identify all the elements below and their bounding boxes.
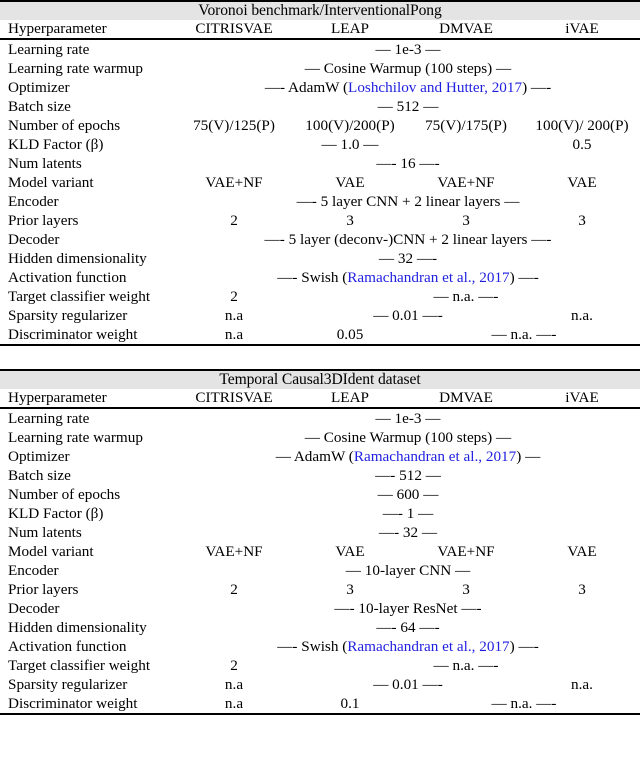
citation-suffix: ) —- <box>509 638 539 655</box>
citation-prefix: —- Swish ( <box>277 269 348 286</box>
row-value: 2 <box>230 288 238 305</box>
table-row <box>0 447 640 466</box>
row-value: — 0.01 —- <box>373 676 443 693</box>
row-label-activation-function: Activation function <box>8 638 127 655</box>
row-value-citation <box>176 78 640 97</box>
row-value-span: —- 10-layer ResNet —- <box>334 600 482 617</box>
row-value-span: —- 1 — <box>382 505 434 522</box>
row-value-span: —- 64 —- <box>376 619 440 636</box>
row-label-learning-rate-warmup: Learning rate warmup <box>8 60 143 77</box>
row-value: — n.a. —- <box>433 288 499 305</box>
column-header-ivae: iVAE <box>565 20 599 37</box>
table-row <box>0 408 640 428</box>
row-label-model-variant: Model variant <box>8 543 94 560</box>
row-value: 75(V)/125(P) <box>193 117 275 134</box>
column-header-hyperparameter: Hyperparameter <box>8 20 107 37</box>
row-value-citation <box>176 637 640 656</box>
row-label-encoder: Encoder <box>8 193 59 210</box>
row-value: — 1.0 — <box>321 136 379 153</box>
row-label-num-latents: Num latents <box>8 155 82 172</box>
table-row <box>0 39 640 59</box>
row-value: VAE <box>567 174 597 191</box>
column-header-row <box>0 20 640 38</box>
table-row <box>0 325 640 345</box>
rule-cell <box>0 714 640 715</box>
row-label-number-of-epochs: Number of epochs <box>8 117 121 134</box>
hyperparameter-table-0 <box>0 0 640 346</box>
table-row <box>0 154 640 173</box>
row-label-batch-size: Batch size <box>8 467 71 484</box>
row-value: 3 <box>346 581 354 598</box>
row-value-span: —- 512 — <box>375 467 441 484</box>
row-value: n.a <box>224 307 244 324</box>
row-value: 100(V)/ 200(P) <box>535 117 629 134</box>
row-label-decoder: Decoder <box>8 231 60 248</box>
row-value: 3 <box>578 212 586 229</box>
table-row <box>0 287 640 306</box>
row-label-prior-layers: Prior layers <box>8 581 79 598</box>
row-label-kld-factor: KLD Factor (β) <box>8 505 104 522</box>
row-value-span: —- 32 — <box>378 524 438 541</box>
row-value-span: — 32 —- <box>378 250 438 267</box>
row-label-optimizer: Optimizer <box>8 448 70 465</box>
row-label-optimizer: Optimizer <box>8 79 70 96</box>
table-row <box>0 97 640 116</box>
row-value-span: — 1e-3 — <box>375 410 441 427</box>
citation-suffix: ) —- <box>522 79 552 96</box>
citation-suffix: ) — <box>516 448 541 465</box>
row-value: VAE+NF <box>437 543 495 560</box>
column-header-citrisvae: CITRISVAE <box>195 20 273 37</box>
table-row <box>0 135 640 154</box>
row-label-discriminator-weight: Discriminator weight <box>8 326 138 343</box>
row-value: 3 <box>346 212 354 229</box>
row-value: — n.a. —- <box>491 326 557 343</box>
row-label-hidden-dimensionality: Hidden dimensionality <box>8 619 147 636</box>
column-header-citrisvae: CITRISVAE <box>195 389 273 406</box>
citation-link[interactable]: Loshchilov and Hutter, 2017 <box>348 79 523 96</box>
citation-link[interactable]: Ramachandran et al., 2017 <box>347 269 510 286</box>
table-row <box>0 268 640 287</box>
citation-suffix: ) —- <box>509 269 539 286</box>
table-title-row <box>0 2 640 20</box>
row-value-span: — Cosine Warmup (100 steps) — <box>304 429 512 446</box>
table-row <box>0 78 640 97</box>
row-value: 0.1 <box>340 695 360 712</box>
row-value-span: — 600 — <box>377 486 439 503</box>
row-label-discriminator-weight: Discriminator weight <box>8 695 138 712</box>
table-row <box>0 192 640 211</box>
row-value-span: —- 16 —- <box>376 155 440 172</box>
row-label-number-of-epochs: Number of epochs <box>8 486 121 503</box>
table-gap <box>0 346 640 369</box>
table-row <box>0 211 640 230</box>
table-row <box>0 618 640 637</box>
row-value: 2 <box>230 657 238 674</box>
table-row <box>0 466 640 485</box>
row-value: VAE <box>335 174 365 191</box>
row-value: n.a <box>224 326 244 343</box>
table-row <box>0 637 640 656</box>
citation-link[interactable]: Ramachandran et al., 2017 <box>353 448 517 465</box>
row-value: 75(V)/175(P) <box>425 117 507 134</box>
row-label-num-latents: Num latents <box>8 524 82 541</box>
table-row <box>0 485 640 504</box>
row-value: 3 <box>462 581 470 598</box>
row-value: VAE+NF <box>205 174 263 191</box>
row-value: n.a <box>224 676 244 693</box>
table-title-row <box>0 371 640 389</box>
table-row <box>0 173 640 192</box>
row-label-prior-layers: Prior layers <box>8 212 79 229</box>
row-label-model-variant: Model variant <box>8 174 94 191</box>
row-value: 0.05 <box>336 326 364 343</box>
row-value: VAE+NF <box>205 543 263 560</box>
row-label-learning-rate: Learning rate <box>8 41 90 58</box>
hyperparameter-table-1 <box>0 369 640 715</box>
row-label-target-classifier-weight: Target classifier weight <box>8 288 151 305</box>
row-value: 0.5 <box>572 136 592 153</box>
row-label-hidden-dimensionality: Hidden dimensionality <box>8 250 147 267</box>
table-row <box>0 694 640 714</box>
row-value-span: — 10-layer CNN — <box>345 562 471 579</box>
column-header-dmvae: DMVAE <box>439 389 493 406</box>
table-row <box>0 504 640 523</box>
row-value: n.a. <box>571 676 593 693</box>
row-value-citation <box>176 447 640 466</box>
row-value: VAE <box>567 543 597 560</box>
column-header-leap: LEAP <box>331 20 369 37</box>
column-header-leap: LEAP <box>331 389 369 406</box>
row-value-span: — Cosine Warmup (100 steps) — <box>304 60 512 77</box>
row-label-activation-function: Activation function <box>8 269 127 286</box>
table-title: Voronoi benchmark/InterventionalPong <box>0 2 640 20</box>
table-row <box>0 523 640 542</box>
citation-prefix: —- AdamW ( <box>264 79 349 96</box>
row-value: — n.a. —- <box>433 657 499 674</box>
table-row <box>0 675 640 694</box>
table-row <box>0 116 640 135</box>
column-header-ivae: iVAE <box>565 389 599 406</box>
row-label-batch-size: Batch size <box>8 98 71 115</box>
row-label-target-classifier-weight: Target classifier weight <box>8 657 151 674</box>
table-title: Temporal Causal3DIdent dataset <box>0 371 640 389</box>
citation-prefix: — AdamW ( <box>275 448 354 465</box>
row-label-sparsity-regularizer: Sparsity regularizer <box>8 307 128 324</box>
bottom-rule <box>0 714 640 715</box>
table-row <box>0 306 640 325</box>
column-header-row <box>0 389 640 407</box>
row-value: 3 <box>462 212 470 229</box>
row-label-learning-rate-warmup: Learning rate warmup <box>8 429 143 446</box>
table-row <box>0 561 640 580</box>
row-label-learning-rate: Learning rate <box>8 410 90 427</box>
row-value-span: —- 5 layer CNN + 2 linear layers — <box>296 193 520 210</box>
row-value-span: — 1e-3 — <box>375 41 441 58</box>
table-row <box>0 656 640 675</box>
row-value: n.a. <box>571 307 593 324</box>
table-row <box>0 428 640 447</box>
table-row <box>0 599 640 618</box>
row-label-kld-factor: KLD Factor (β) <box>8 136 104 153</box>
row-value-citation <box>176 268 640 287</box>
table-row <box>0 249 640 268</box>
citation-link[interactable]: Ramachandran et al., 2017 <box>347 638 510 655</box>
row-label-sparsity-regularizer: Sparsity regularizer <box>8 676 128 693</box>
table-row <box>0 230 640 249</box>
row-value-span: — 512 — <box>377 98 439 115</box>
table-row <box>0 580 640 599</box>
row-value: — 0.01 —- <box>373 307 443 324</box>
row-label-decoder: Decoder <box>8 600 60 617</box>
row-value: 2 <box>230 581 238 598</box>
row-value: 3 <box>578 581 586 598</box>
row-value: — n.a. —- <box>491 695 557 712</box>
column-header-hyperparameter: Hyperparameter <box>8 389 107 406</box>
citation-prefix: —- Swish ( <box>277 638 348 655</box>
row-value: VAE+NF <box>437 174 495 191</box>
row-label-encoder: Encoder <box>8 562 59 579</box>
row-value-span: —- 5 layer (deconv-)CNN + 2 linear layers —- <box>264 231 552 248</box>
row-value: 100(V)/200(P) <box>305 117 395 134</box>
row-value: VAE <box>335 543 365 560</box>
column-header-dmvae: DMVAE <box>439 20 493 37</box>
row-value: n.a <box>224 695 244 712</box>
row-value: 2 <box>230 212 238 229</box>
table-row <box>0 59 640 78</box>
table-row <box>0 542 640 561</box>
